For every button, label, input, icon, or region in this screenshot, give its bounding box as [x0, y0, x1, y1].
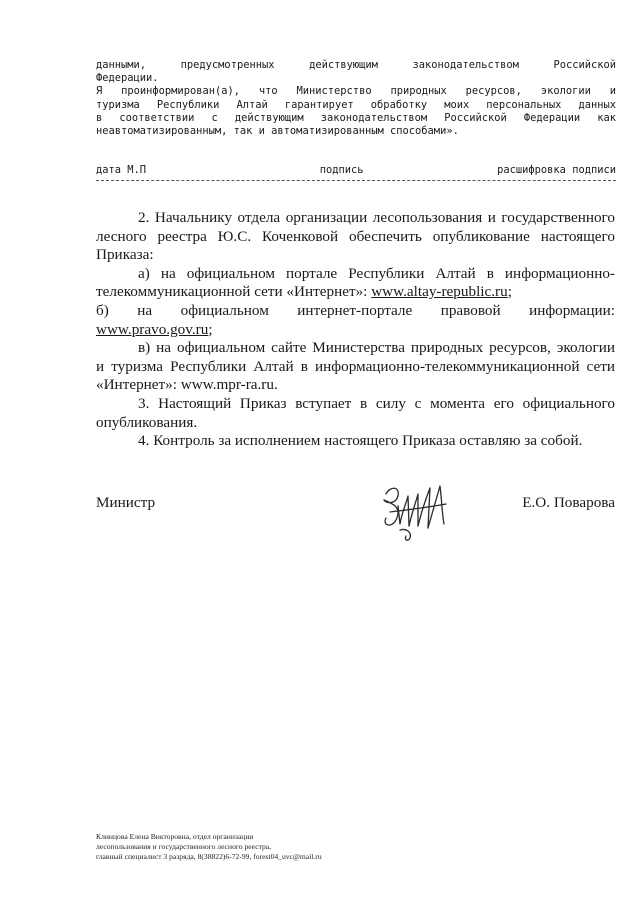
- minister-title: Министр: [96, 494, 156, 511]
- item-3-line: опубликования.: [96, 413, 198, 431]
- consent-signature-row: [96, 164, 616, 177]
- altay-republic-link[interactable]: www.altay-republic.ru: [371, 283, 508, 301]
- consent-line: Федерации.: [96, 72, 159, 85]
- item-3-line: 3. Настоящий Приказ вступает в силу с момента его официального: [138, 394, 615, 412]
- handwritten-signature: [376, 474, 466, 546]
- item-2-line: Приказа:: [96, 246, 154, 264]
- item-2-line: лесного реестра Ю.С. Коченковой обеспечить опубликование настоящего: [96, 227, 615, 245]
- item-a-suffix: ;: [507, 283, 512, 301]
- decoding-label: расшифровка подписи: [497, 164, 616, 176]
- footer-line: лесопользования и государственного лесного реестра,: [96, 842, 272, 852]
- item-b-link-line: [96, 321, 615, 340]
- document-footer: [96, 832, 322, 863]
- item-a-line: [96, 283, 615, 302]
- consent-text: [96, 59, 616, 138]
- consent-line: неавтоматизированным, так и автоматизированным способами».: [96, 125, 459, 138]
- item-4-line: 4. Контроль за исполнением настоящего Приказа оставляю за собой.: [138, 432, 583, 450]
- item-b-suffix: ;: [208, 320, 213, 338]
- consent-line: данными, предусмотренных действующим законодательством Российской: [96, 59, 616, 71]
- consent-line: туризма Республики Алтай гарантирует обработку моих персональных данных: [96, 98, 616, 111]
- signature-label: подпись: [319, 164, 364, 176]
- consent-line: Я проинформирован(а), что Министерство природных ресурсов, экологии и: [96, 85, 616, 98]
- dashed-divider: [96, 180, 616, 181]
- date-label: дата М.П: [96, 164, 147, 176]
- footer-line: главный специалист 3 разряда, 8(38822)6-72-99, forest04_uvc@mail.ru: [96, 852, 322, 862]
- item-c-line: «Интернет»: www.mpr-ra.ru.: [96, 376, 278, 394]
- item-a-prefix: телекоммуникационной сети «Интернет»:: [96, 283, 372, 301]
- consent-line: в соответствии с действующим законодательством Российской Федерации как: [96, 111, 616, 124]
- item-a-line: а) на официальном портале Республики Алтай в информационно-: [138, 264, 615, 282]
- item-b-line: б) на официальном интернет-портале правовой информации:: [96, 301, 615, 319]
- item-c-line: в) на официальном сайте Министерства природных ресурсов, экологии: [138, 339, 615, 357]
- footer-line: Клинцова Елена Викторовна, отдел организации: [96, 832, 254, 841]
- signatory-name: Е.О. Поварова: [522, 494, 615, 511]
- item-c-line: и туризма Республики Алтай в информационно-телекоммуникационной сети: [96, 357, 615, 375]
- pravo-link[interactable]: www.pravo.gov.ru: [96, 320, 209, 338]
- order-body: [96, 209, 615, 451]
- item-2-line: 2. Начальнику отдела организации лесопользования и государственного: [138, 209, 615, 226]
